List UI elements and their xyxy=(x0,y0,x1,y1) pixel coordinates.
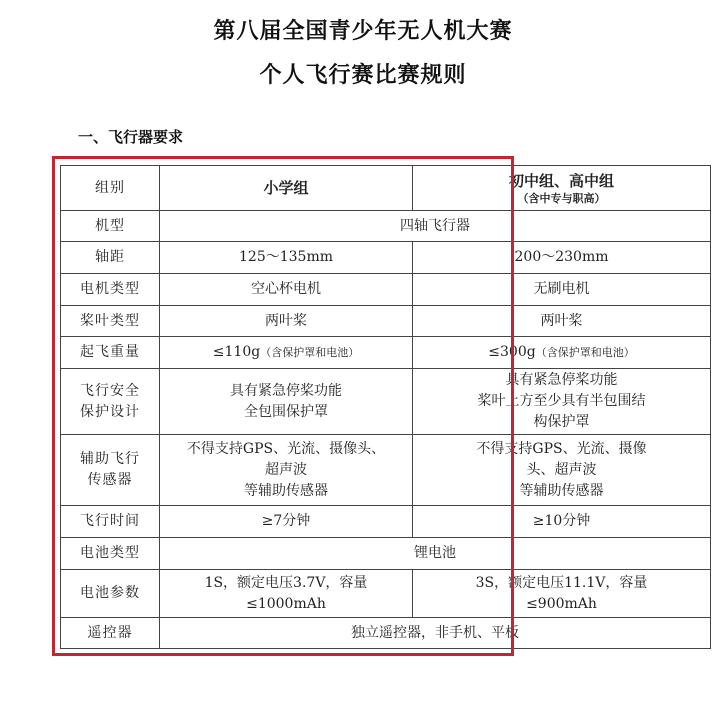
cell-line: 不得支持GPS、光流、摄像 xyxy=(476,440,647,457)
table-row xyxy=(61,506,711,538)
cell-line: 等辅助传感器 xyxy=(244,482,328,499)
secondary-cell: 两叶桨 xyxy=(413,306,711,337)
row-label-line: 辅助飞行 xyxy=(80,451,140,467)
cell-line: 3S，额定电压11.1V，容量 xyxy=(475,574,648,591)
header-secondary-subtitle: （含中专与职高） xyxy=(517,191,606,205)
cell-line: 桨叶上方至少具有半包围结 xyxy=(477,393,646,409)
cell-line: 头、超声波 xyxy=(526,461,597,478)
primary-weight: ≤110g xyxy=(212,344,261,360)
row-label-line: 保护设计 xyxy=(80,403,140,420)
secondary-cell: 无刷电机 xyxy=(413,274,711,306)
table-row xyxy=(61,242,711,274)
table-row xyxy=(61,618,711,649)
row-label-line: 传感器 xyxy=(87,472,133,488)
cell-line: ≤900mAh xyxy=(526,595,597,612)
section-heading: 一、飞行器要求 xyxy=(78,128,184,146)
cell-line: 超声波 xyxy=(265,461,307,478)
cell-line: 具有紧急停桨功能 xyxy=(505,372,618,388)
table-row xyxy=(61,435,711,506)
merged-cell: 锂电池 xyxy=(160,538,711,570)
primary-cell xyxy=(160,570,413,618)
primary-cell: 125～135mm xyxy=(160,242,413,274)
header-primary-school: 小学组 xyxy=(160,166,413,211)
secondary-cell xyxy=(413,337,711,369)
row-label: 桨叶类型 xyxy=(61,306,160,337)
document-title: 第八届全国青少年无人机大赛 xyxy=(213,18,513,44)
primary-cell: 两叶桨 xyxy=(160,306,413,337)
header-group: 组别 xyxy=(61,166,160,211)
row-label-line: 飞行安全 xyxy=(80,382,140,399)
merged-cell: 四轴飞行器 xyxy=(160,211,711,242)
row-label: 电机类型 xyxy=(61,274,160,306)
secondary-cell xyxy=(413,369,711,435)
row-label: 飞行时间 xyxy=(61,506,160,538)
merged-cell: 独立遥控器，非手机、平板 xyxy=(160,618,711,649)
secondary-weight: ≤300g xyxy=(488,344,536,360)
primary-cell: 空心杯电机 xyxy=(160,274,413,306)
cell-line: 不得支持GPS、光流、摄像头、 xyxy=(186,440,386,457)
table-row xyxy=(61,211,711,242)
table-row xyxy=(61,538,711,570)
cell-line: 等辅助传感器 xyxy=(519,482,604,499)
secondary-weight-note: （含保护罩和电池） xyxy=(535,346,635,359)
aircraft-requirements-table xyxy=(60,165,711,649)
row-label xyxy=(61,435,160,506)
cell-line: 具有紧急停桨功能 xyxy=(230,382,342,399)
table-row xyxy=(61,274,711,306)
primary-cell xyxy=(160,369,413,435)
cell-line: 1S，额定电压3.7V，容量 xyxy=(204,574,368,591)
table-header-row xyxy=(61,166,711,211)
table-row xyxy=(61,570,711,618)
primary-cell xyxy=(160,337,413,369)
primary-cell xyxy=(160,435,413,506)
secondary-cell xyxy=(413,570,711,618)
header-secondary-school xyxy=(413,166,711,211)
primary-cell: ≥7分钟 xyxy=(160,506,413,538)
secondary-cell: ≥10分钟 xyxy=(413,506,711,538)
row-label: 轴距 xyxy=(61,242,160,274)
header-secondary-title: 初中组、高中组 xyxy=(508,171,614,190)
secondary-cell xyxy=(413,435,711,506)
cell-line: ≤1000mAh xyxy=(246,595,326,612)
secondary-cell: 200～230mm xyxy=(413,242,711,274)
table-row xyxy=(61,369,711,435)
row-label: 电池类型 xyxy=(61,538,160,570)
table-row xyxy=(61,337,711,369)
row-label: 起飞重量 xyxy=(61,337,160,369)
row-label: 遥控器 xyxy=(61,618,160,649)
primary-weight-note: （含保护罩和电池） xyxy=(260,346,360,359)
table-row xyxy=(61,306,711,337)
row-label xyxy=(61,369,160,435)
cell-line: 构保护罩 xyxy=(533,414,590,430)
row-label: 电池参数 xyxy=(61,570,160,618)
document-subtitle: 个人飞行赛比赛规则 xyxy=(259,62,467,88)
cell-line: 全包围保护罩 xyxy=(244,403,328,420)
row-label: 机型 xyxy=(61,211,160,242)
